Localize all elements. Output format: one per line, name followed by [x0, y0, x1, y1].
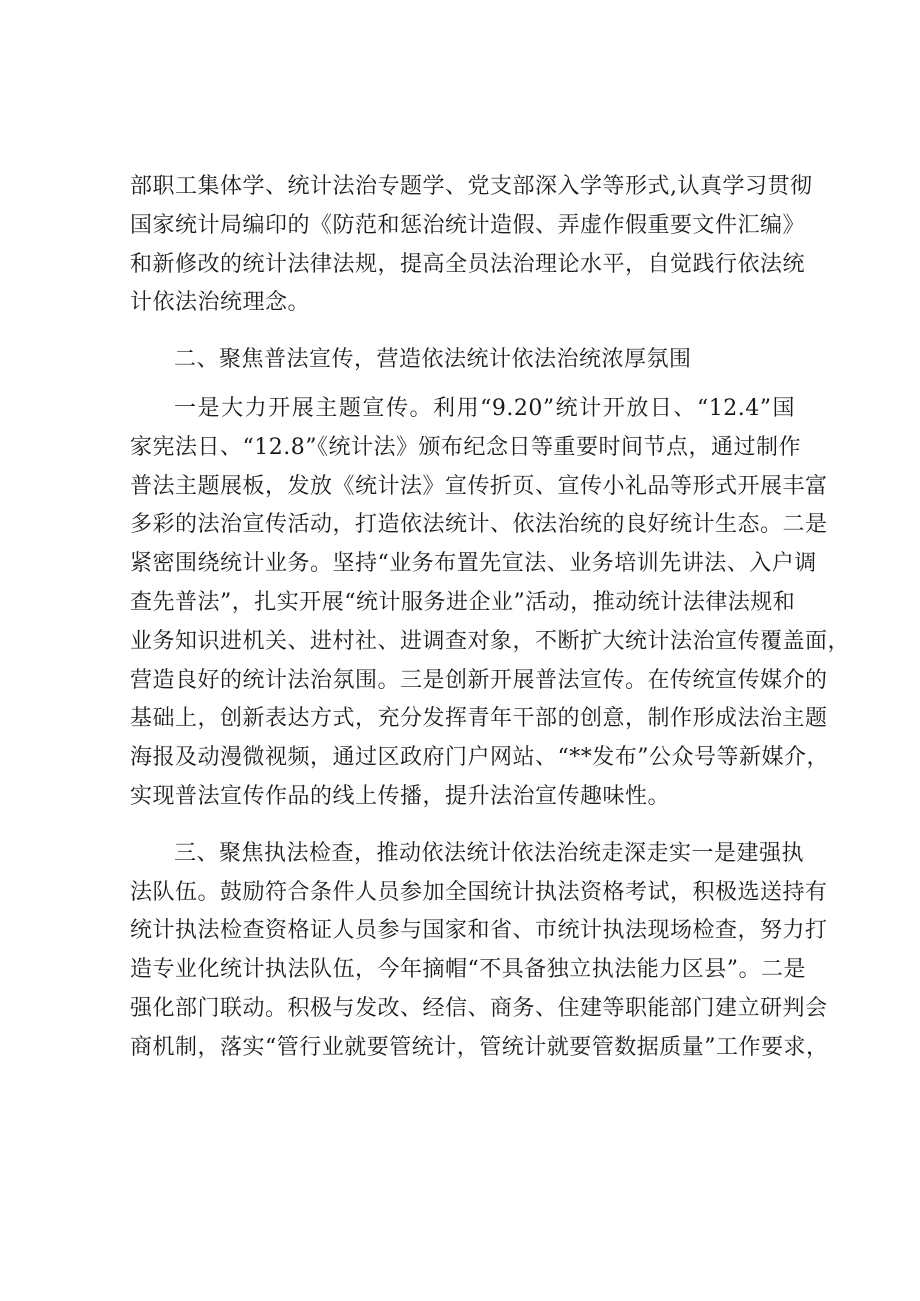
text-line: 紧密围绕统计业务。坚持“业务布置先宣法、业务培训先讲法、入户调 [130, 551, 817, 577]
text-line: 一是大力开展主题宣传。利用“9.20”统计开放日、“12.4”国 [174, 395, 795, 421]
text-line: 基础上，创新表达方式，充分发挥青年干部的创意，制作形成法治主题 [130, 706, 828, 732]
text-line: 部职工集体学、统计法治专题学、党支部深入学等形式,认真学习贯彻 [130, 174, 813, 199]
text-line: 商机制，落实“管行业就要管统计，管统计就要管数据质量”工作要求， [130, 1034, 829, 1060]
text-line: 法队伍。鼓励符合条件人员参加全国统计执法资格考试，积极选送持有 [130, 879, 828, 905]
paragraph-enforcement [130, 835, 829, 1068]
text-line: 三、聚焦执法检查，推动依法统计依法治统走深走实一是建强执 [174, 840, 805, 866]
text-line: 实现普法宣传作品的线上传播，提升法治宣传趣味性。 [130, 783, 671, 809]
text-line: 海报及动漫微视频，通过区政府门户网站、“**发布”公众号等新媒介， [130, 745, 829, 771]
text-line: 统计执法检查资格证人员参与国家和省、市统计执法现场检查，努力打 [130, 918, 828, 944]
text-line: 家宪法日、“12.8”《统计法》颁布纪念日等重要时间节点，通过制作 [130, 434, 801, 460]
text-line: 造专业化统计执法队伍，今年摘帽“不具备独立执法能力区县”。二是 [130, 957, 806, 983]
text-line: 和新修改的统计法律法规，提高全员法治理论水平，自觉践行依法统 [130, 251, 806, 277]
text-line: 强化部门联动。积极与发改、经信、商务、住建等职能部门建立研判会 [130, 995, 828, 1021]
text-line: 业务知识进机关、进村社、进调查对象，不断扩大统计法治宣传覆盖面， [130, 628, 851, 654]
text-line: 查先普法”，扎实开展“统计服务进企业”活动，推动统计法律法规和 [130, 589, 796, 615]
text-line: 营造良好的统计法治氛围。三是创新开展普法宣传。在传统宣传媒介的 [130, 667, 828, 693]
paragraph-study [130, 168, 813, 323]
text-line: 多彩的法治宣传活动，打造依法统计、依法治统的良好统计生态。二是 [130, 512, 828, 538]
section-heading: 二、聚焦普法宣传，营造依法统计依法治统浓厚氛围 [174, 347, 692, 373]
paragraph-publicity [130, 390, 851, 817]
document-body [130, 168, 851, 1068]
text-line: 国家统计局编印的《防范和惩治统计造假、弄虚作假重要文件汇编》 [130, 212, 806, 238]
text-line: 普法主题展板，发放《统计法》宣传折页、宣传小礼品等形式开展丰富 [130, 473, 828, 499]
text-line: 计依法治统理念。 [130, 290, 311, 316]
